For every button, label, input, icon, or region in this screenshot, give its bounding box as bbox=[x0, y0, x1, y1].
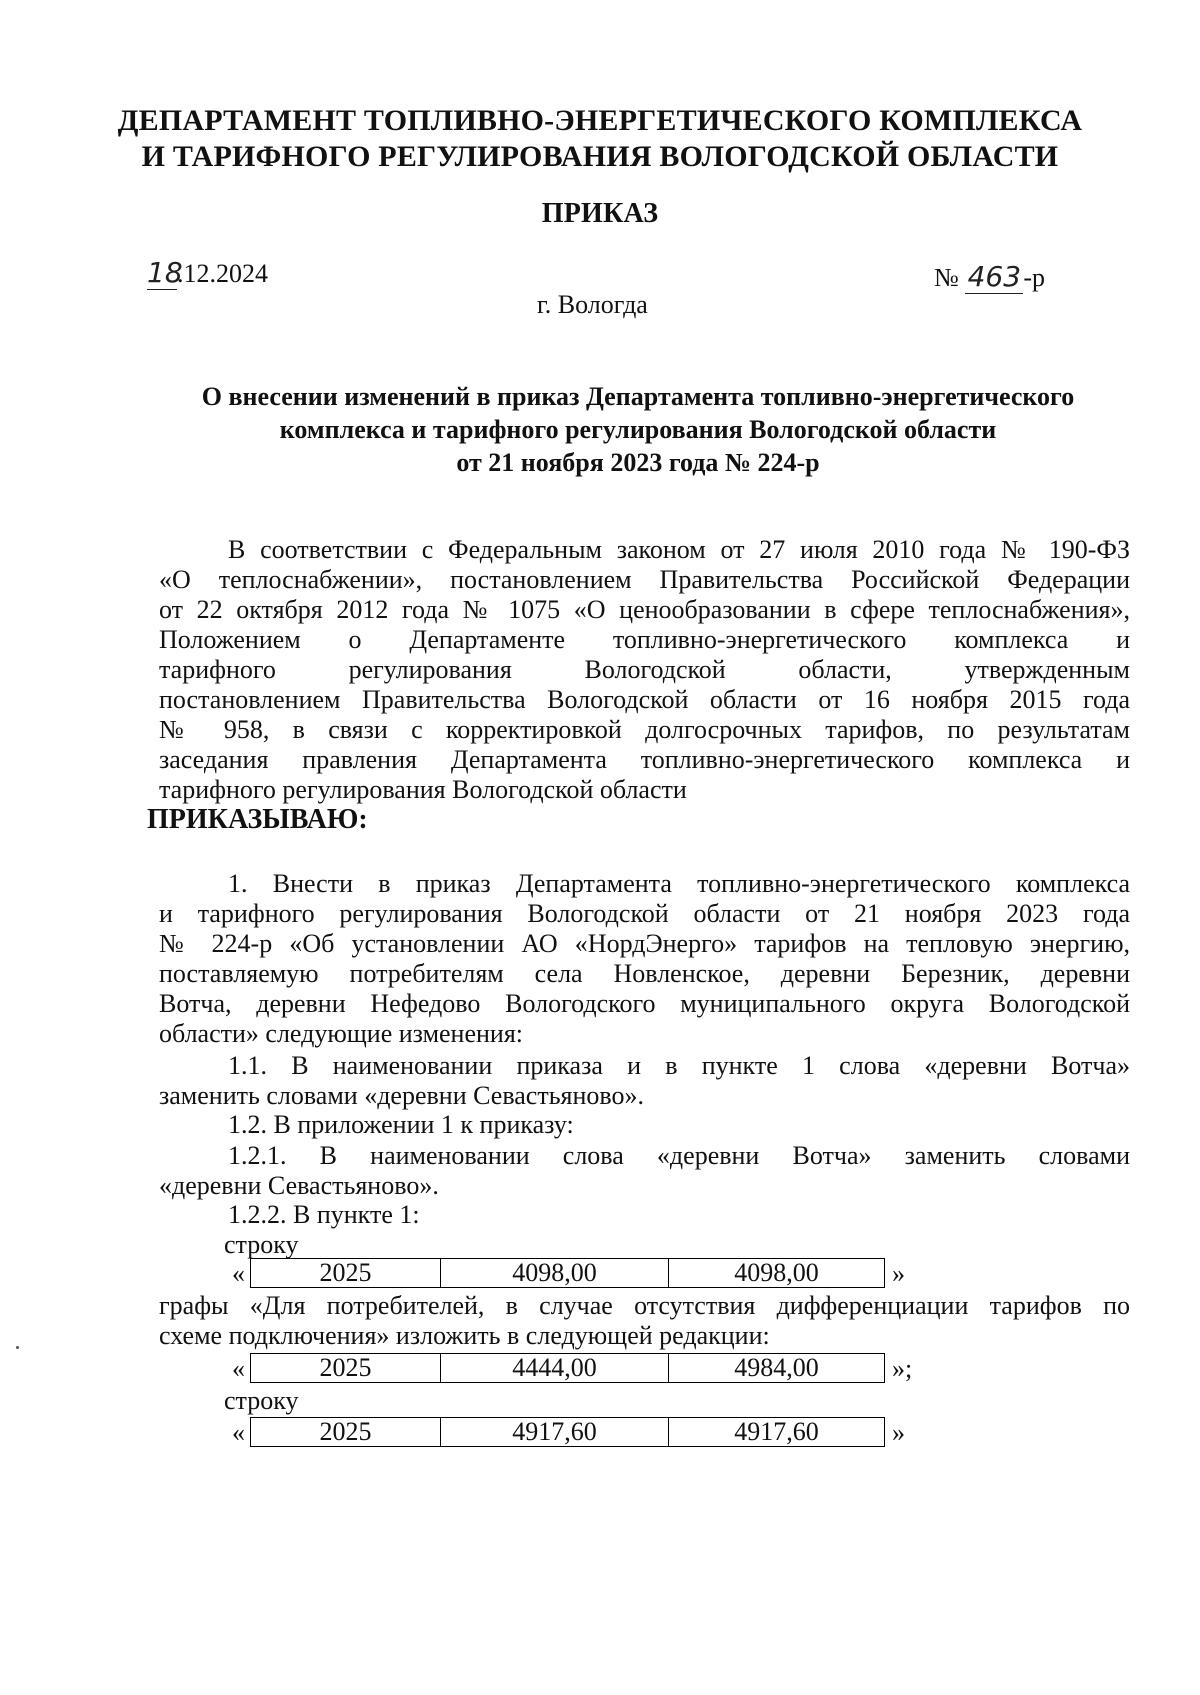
order-number bbox=[934, 260, 1045, 294]
preamble-line: от 22 октября 2012 года № 1075 «О ценообразовании в сфере теплоснабжения», bbox=[159, 595, 1130, 624]
tariff-row-table-old-2 bbox=[250, 1417, 885, 1447]
item-1-1-line: 1.1. В наименовании приказа и в пункте 1 слова «деревни Вотча» bbox=[228, 1051, 1130, 1080]
tariff-cell: 4098,00 bbox=[441, 1259, 669, 1288]
tariff-row-table-old-1 bbox=[250, 1258, 885, 1288]
preamble-line: заседания правления Департамента топливно-энергетического комплекса и bbox=[159, 745, 1130, 774]
graph-line: схеме подключения» изложить в следующей редакции: bbox=[159, 1321, 770, 1350]
tariff-cell: 4444,00 bbox=[441, 1354, 669, 1383]
quote-close-semicolon: »; bbox=[892, 1354, 913, 1383]
item-1-line: № 224-р «Об установлении АО «НордЭнерго» тарифов на тепловую энергию, bbox=[159, 929, 1130, 958]
year-cell: 2025 bbox=[251, 1259, 441, 1288]
quote-open: « bbox=[232, 1418, 245, 1447]
order-title-line-2: комплекса и тарифного регулирования Вологодской области bbox=[279, 415, 997, 444]
item-1-line: 1. Внести в приказ Департамента топливно-энергетического комплекса bbox=[228, 869, 1130, 898]
row-word: строку bbox=[224, 1386, 299, 1415]
year-cell: 2025 bbox=[251, 1418, 441, 1447]
number-handwritten: 463 bbox=[965, 260, 1023, 294]
tariff-cell: 4917,60 bbox=[669, 1418, 885, 1447]
item-1-2-2: 1.2.2. В пункте 1: bbox=[228, 1200, 420, 1229]
number-suffix: -р bbox=[1023, 263, 1045, 292]
tariff-cell: 4098,00 bbox=[669, 1259, 885, 1288]
preamble-line: тарифного регулирования Вологодской области, утвержденным bbox=[159, 655, 1130, 684]
row-word: строку bbox=[224, 1230, 299, 1259]
item-1-1-line: заменить словами «деревни Севастьяново». bbox=[159, 1081, 645, 1110]
order-title-line-1: О внесении изменений в приказ Департамента топливно-энергетического bbox=[201, 382, 1075, 411]
tariff-row-table-new bbox=[250, 1353, 885, 1383]
item-1-line: поставляемую потребителям села Новленское, деревни Березник, деревни bbox=[159, 959, 1130, 988]
order-date bbox=[147, 256, 268, 290]
city: г. Вологда bbox=[537, 290, 648, 319]
item-1-2-1-line: 1.2.1. В наименовании слова «деревни Вотча» заменить словами bbox=[228, 1141, 1130, 1170]
item-1-2-1-line: «деревни Севастьяново». bbox=[159, 1171, 439, 1200]
tariff-cell: 4917,60 bbox=[441, 1418, 669, 1447]
preamble-line: Положением о Департаменте топливно-энергетического комплекса и bbox=[159, 625, 1130, 654]
date-month-year: .12.2024 bbox=[177, 259, 268, 288]
preamble-line: «О теплоснабжении», постановлением Правительства Российской Федерации bbox=[159, 565, 1130, 594]
table-row bbox=[251, 1259, 885, 1288]
department-name-line-2: И ТАРИФНОГО РЕГУЛИРОВАНИЯ ВОЛОГОДСКОЙ ОБЛАСТИ bbox=[141, 140, 1059, 173]
date-day-handwritten: 18 bbox=[147, 256, 183, 289]
document-type: ПРИКАЗ bbox=[541, 198, 659, 229]
item-1-2: 1.2. В приложении 1 к приказу: bbox=[228, 1110, 574, 1139]
scan-speck bbox=[16, 1346, 19, 1349]
preamble-line: тарифного регулирования Вологодской области bbox=[159, 775, 687, 804]
graph-line: графы «Для потребителей, в случае отсутствия дифференциации тарифов по bbox=[159, 1291, 1130, 1320]
item-1-line: и тарифного регулирования Вологодской области от 21 ноября 2023 года bbox=[159, 899, 1130, 928]
preamble-line: В соответствии с Федеральным законом от 27 июля 2010 года № 190-ФЗ bbox=[228, 535, 1130, 564]
year-cell: 2025 bbox=[251, 1354, 441, 1383]
quote-open: « bbox=[232, 1354, 245, 1383]
quote-close: » bbox=[892, 1259, 905, 1288]
item-1-line: Вотча, деревни Нефедово Вологодского муниципального округа Вологодской bbox=[159, 989, 1130, 1018]
tariff-cell: 4984,00 bbox=[669, 1354, 885, 1383]
item-1-line: области» следующие изменения: bbox=[159, 1019, 524, 1048]
quote-close: » bbox=[892, 1418, 905, 1447]
preamble-line: постановлением Правительства Вологодской области от 16 ноября 2015 года bbox=[159, 685, 1130, 714]
preamble-line: № 958, в связи с корректировкой долгосрочных тарифов, по результатам bbox=[159, 715, 1130, 744]
quote-open: « bbox=[232, 1259, 245, 1288]
department-name-line-1: ДЕПАРТАМЕНТ ТОПЛИВНО-ЭНЕРГЕТИЧЕСКОГО КОМПЛЕКСА bbox=[117, 104, 1083, 137]
order-word: ПРИКАЗЫВАЮ: bbox=[147, 804, 368, 835]
table-row bbox=[251, 1354, 885, 1383]
order-title-line-3: от 21 ноября 2023 года № 224-р bbox=[456, 448, 820, 477]
number-sign: № bbox=[934, 263, 959, 292]
table-row bbox=[251, 1418, 885, 1447]
